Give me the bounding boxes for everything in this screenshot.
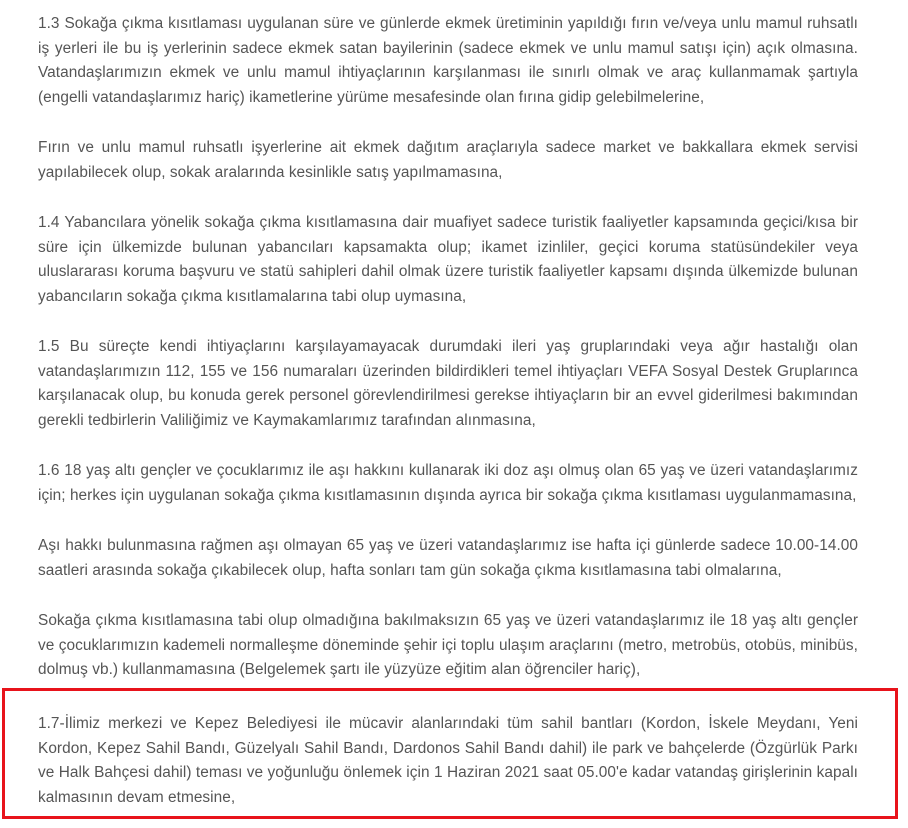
paragraph-public-transport: Sokağa çıkma kısıtlamasına tabi olup olmadığına bakılmaksızın 65 yaş ve üzeri vatandaşlarımız ile 18 yaş altı gençler ve çocuklarımızın kademeli normalleşme döneminde şehir içi toplu ulaşım araçlarını (metro, metrobüs, otobüs, minibüs, dolmuş vb.) kullanmamasına (Belgelemek şartı ile yüzyüze eğitim alan öğrenciler hariç), xyxy=(38,612,858,678)
paragraph-1-7: 1.7-İlimiz merkezi ve Kepez Belediyesi ile mücavir alanlarındaki tüm sahil bantları (Kordon, İskele Meydanı, Yeni Kordon, Kepez Sahil Bandı, Güzelyalı Sahil Bandı, Dardonos Sahil Bandı dahil) ile park ve bahçelerde (Özgürlük Parkı ve Halk Bahçesi dahil) teması ve yoğunluğu önlemek için 1 Haziran 2021 saat 05.00'e kadar vatandaş girişlerinin kapalı kalmasının devam etmesine, xyxy=(38,715,858,806)
paragraph-1-4: 1.4 Yabancılara yönelik sokağa çıkma kısıtlamasına dair muafiyet sadece turistik faaliyetler kapsamında geçici/kısa bir süre için ülkemizde bulunan yabancıları kapsamakta olup; ikamet izinliler, geçici koruma statüsündekiler veya uluslararası koruma başvuru ve statü sahipleri dahil olmak üzere turistik faaliyetler kapsamı dışında ülkemizde bulunan yabancıların sokağa çıkma kısıtlamalarına tabi olup uymasına, xyxy=(38,214,858,305)
paragraph-bread-distribution: Fırın ve unlu mamul ruhsatlı işyerlerine ait ekmek dağıtım araçlarıyla sadece market ve bakkallara ekmek servisi yapılabilecek olup, sokak aralarında kesinlikle satış yapılmamasına, xyxy=(38,139,858,181)
article-body xyxy=(38,12,858,709)
paragraph-1-3: 1.3 Sokağa çıkma kısıtlaması uygulanan süre ve günlerde ekmek üretiminin yapıldığı fırın ve/veya unlu mamul ruhsatlı iş yerleri ile bu iş yerlerinin sadece ekmek satan bayilerinin (sadece ekmek ve unlu mamul satışı için) açık olmasına. Vatandaşlarımızın ekmek ve unlu mamul ihtiyaçlarının karşılanması ile sınırlı olmak ve araç kullanmamak şartıyla (engelli vatandaşlarımız hariç) ikametlerine yürüme mesafesinde olan fırına gidip gelebilmelerine, xyxy=(38,15,858,106)
paragraph-1-5: 1.5 Bu süreçte kendi ihtiyaçlarını karşılayamayacak durumdaki ileri yaş gruplarındaki veya ağır hastalığı olan vatandaşlarımızın 112, 155 ve 156 numaraları üzerinden bildirdikleri temel ihtiyaçları VEFA Sosyal Destek Gruplarınca karşılanacak olup, bu konuda gerek personel görevlendirilmesi gerekse ihtiyaçların bir an evvel giderilmesi bakımından gerekli tedbirlerin Valiliğimiz ve Kaymakamlarımız tarafından alınmasına, xyxy=(38,338,858,429)
highlighted-paragraph-box xyxy=(2,688,898,819)
paragraph-1-6: 1.6 18 yaş altı gençler ve çocuklarımız ile aşı hakkını kullanarak iki doz aşı olmuş olan 65 yaş ve üzeri vatandaşlarımız için; herkes için uygulanan sokağa çıkma kısıtlamasının dışında ayrıca bir sokağa çıkma kısıtlaması uygulanmamasına, xyxy=(38,462,858,504)
paragraph-unvaccinated-65: Aşı hakkı bulunmasına rağmen aşı olmayan 65 yaş ve üzeri vatandaşlarımız ise hafta içi günlerde sadece 10.00-14.00 saatleri arasında sokağa çıkabilecek olup, hafta sonları tam gün sokağa çıkma kısıtlamasına tabi olmalarına, xyxy=(38,537,858,579)
